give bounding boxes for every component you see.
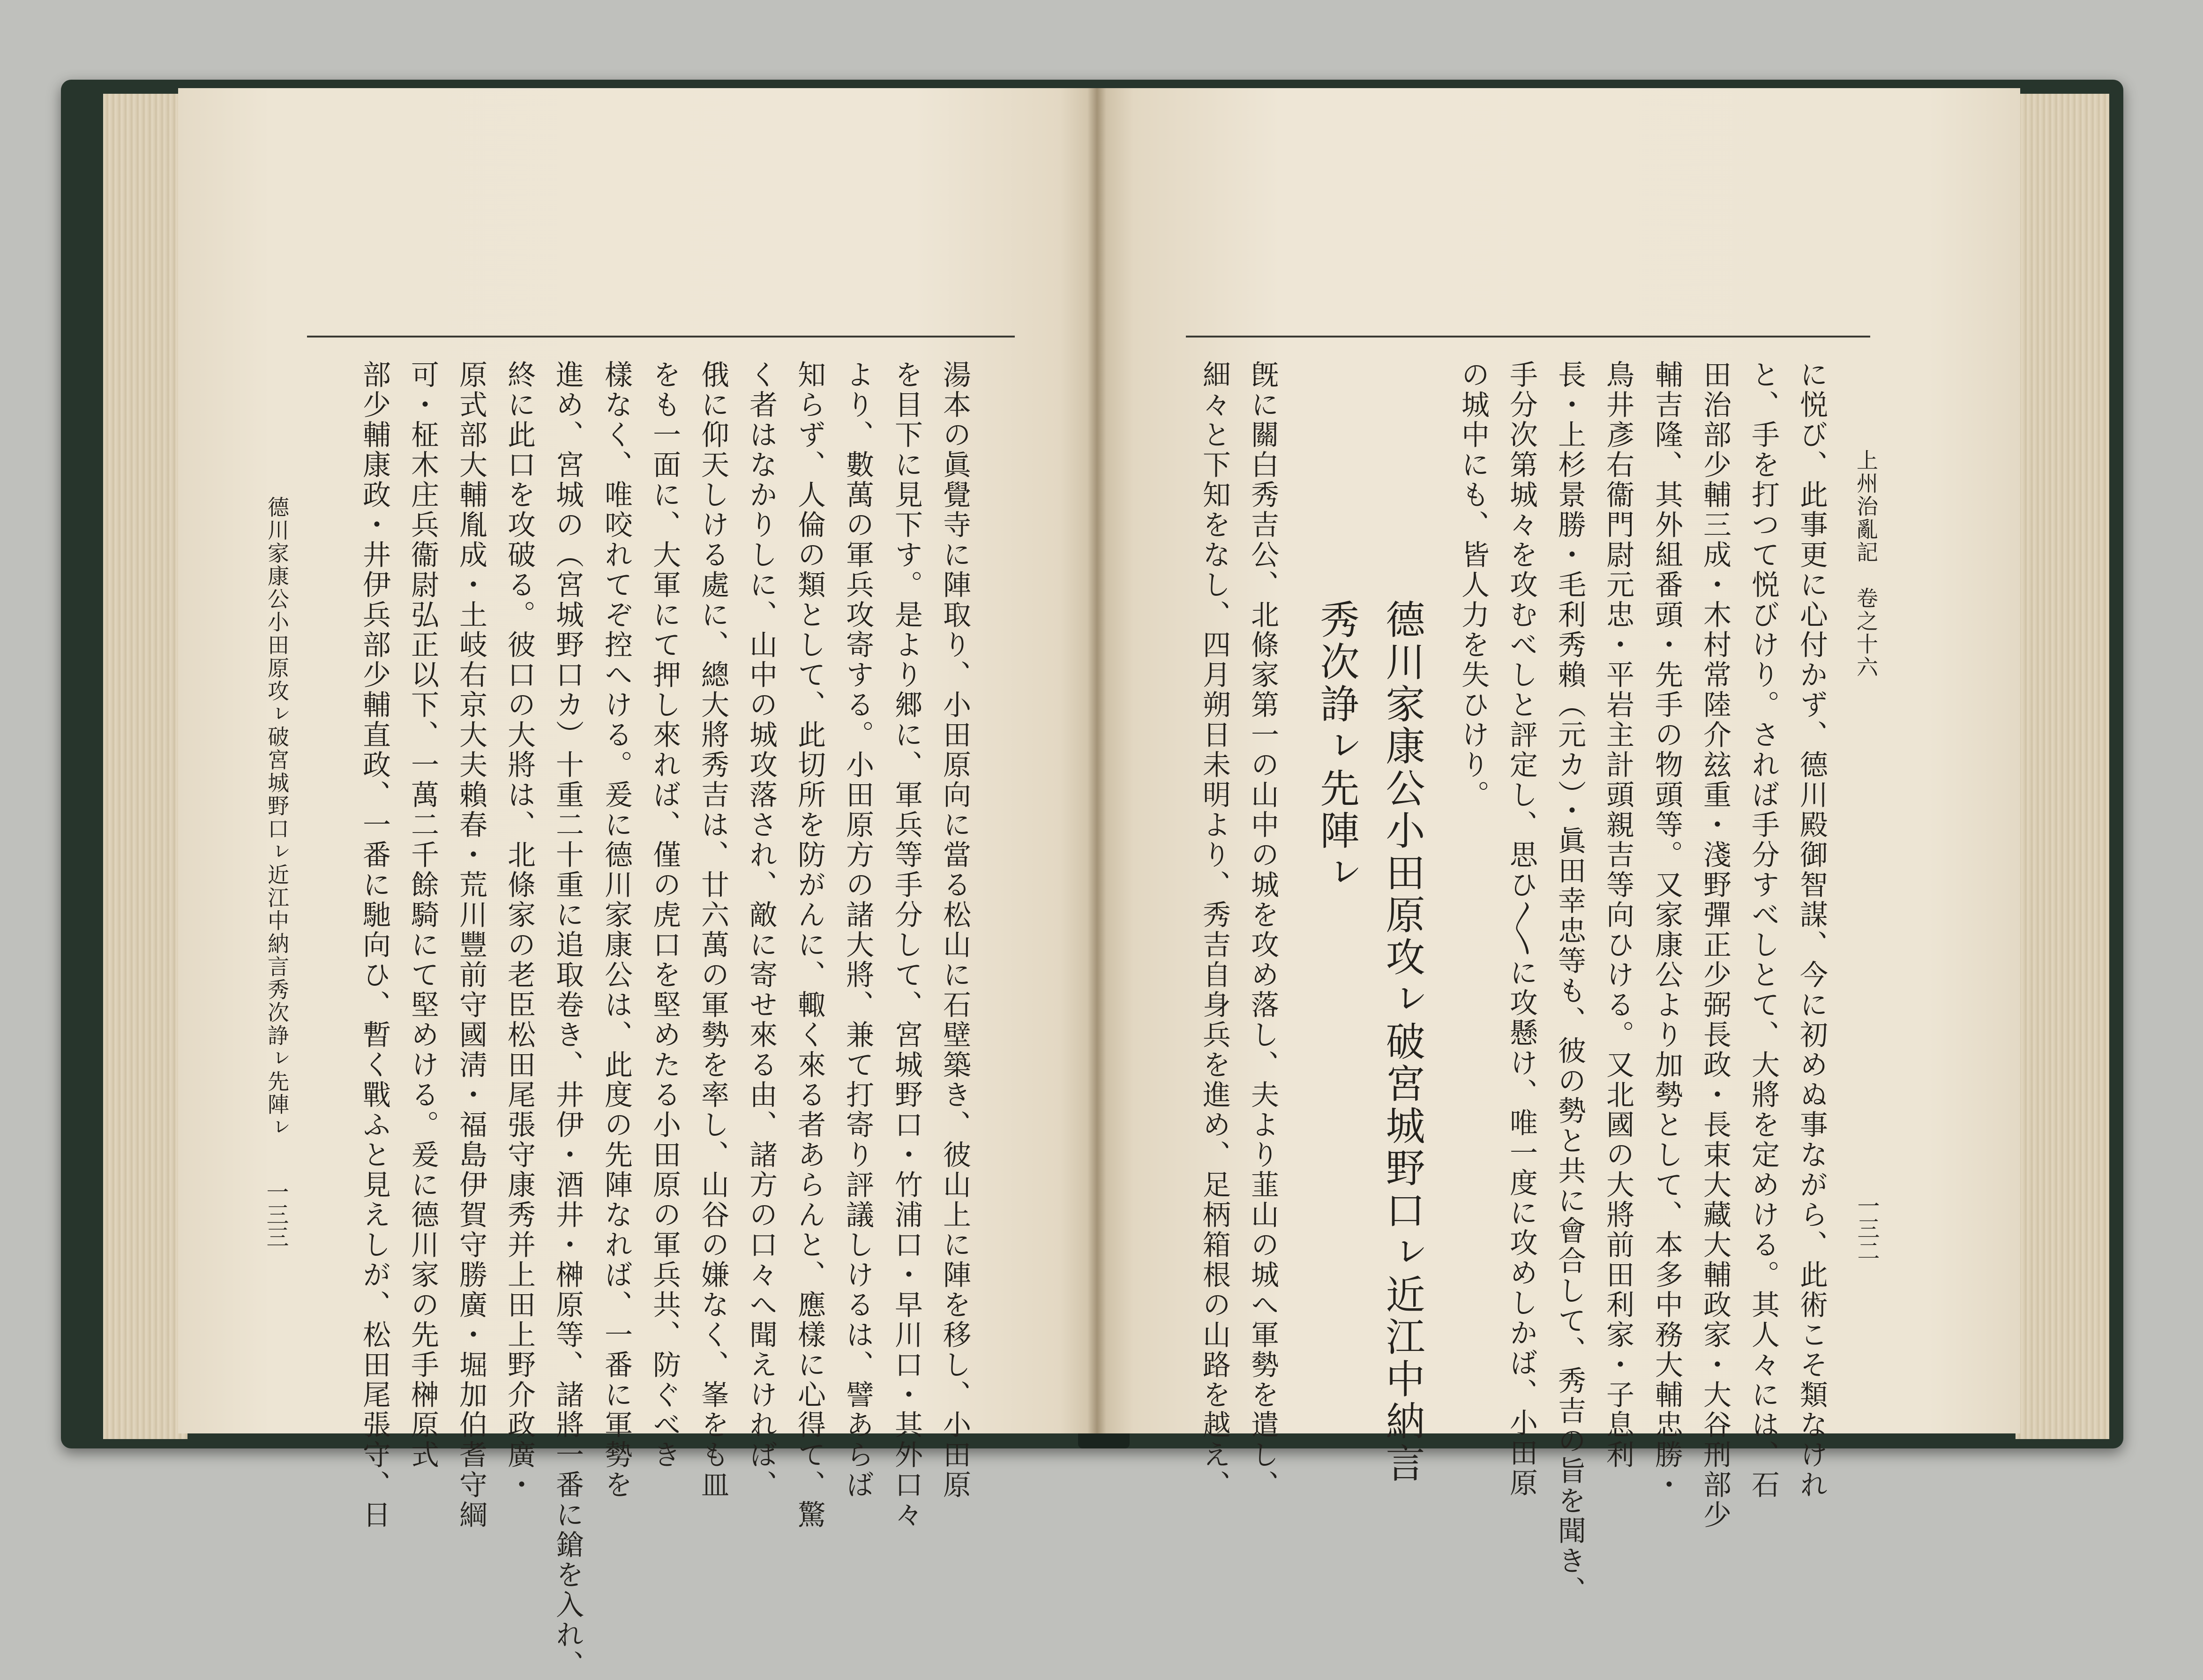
right-page: [1097, 88, 2020, 1606]
left-line-6: 俄に仰天しける處に、總大將秀吉は、廿六萬の軍勢を率し、山谷の嫌なく、峯をも皿: [697, 360, 729, 1500]
right-line-5: 鳥井彥右衞門尉元忠・平岩主計頭親吉等向ひける。又北國の大將前田利家・子息利: [1602, 360, 1634, 1470]
right-line-9: 旣に關白秀吉公、北條家第一の山中の城を攻め落し、夫より韮山の城へ軍勢を遣し、: [1246, 360, 1279, 1500]
running-header: 上州治亂記 卷之十六: [1853, 449, 1879, 679]
section-heading-line-1: 德川家康公小田原攻ㇾ破宮城野口ㇾ近江中納言: [1379, 599, 1425, 1485]
left-page: [178, 88, 1097, 1680]
left-line-10: 終に此口を攻破る。彼口の大將は、北條家の老臣松田尾張守康秀并上田上野介政廣・: [503, 360, 536, 1500]
left-page-number: 一三三: [262, 1180, 289, 1248]
left-line-12: 可・柾木庄兵衞尉弘正以下、一萬二千餘騎にて堅めける。爰に德川家の先手榊原式: [406, 360, 439, 1470]
section-heading-line-2: 秀次諍ㇾ先陣ㇾ: [1314, 599, 1360, 894]
right-line-4: 輔吉隆、其外組番頭・先手の物頭等。又家康公より加勢として、本多中務大輔忠勝・: [1650, 360, 1683, 1500]
right-line-10: 細々と下知をなし、四月朔日未明より、秀吉自身兵を進め、足柄箱根の山路を越え、: [1198, 360, 1231, 1500]
right-page-edges: [2016, 94, 2109, 1439]
left-line-9: 進め、宮城の（宮城野口カ）十重二十重に追取卷き、井伊・酒井・榊原等、諸將一番に鎗を入れ、: [551, 360, 584, 1680]
left-header-rule: [307, 336, 1015, 338]
right-page-number: 一三二: [1853, 1194, 1880, 1262]
right-line-6: 長・上杉景勝・毛利秀賴（元カ）・眞田幸忠等も、彼の勢と共に會合して、秀吉の旨を聞き、: [1553, 360, 1586, 1606]
left-line-8: 樣なく、唯咬れてぞ控へける。爰に德川家康公は、此度の先陣なれば、一番に軍勢を: [600, 360, 633, 1500]
left-line-3: より、數萬の軍兵攻寄する。小田原方の諸大將、兼て打寄り評議しけるは、譬あらば: [841, 360, 874, 1500]
right-header-rule: [1186, 336, 1870, 338]
right-line-1: に悦び、此事更に心付かず、德川殿御智謀、今に初めぬ事ながら、此術こそ類なけれ: [1795, 360, 1828, 1500]
right-line-3: 田治部少輔三成・木村常陸介玆重・淺野彈正少弼長政・長束大藏大輔政家・大谷刑部少: [1699, 360, 1731, 1530]
left-page-edges: [103, 94, 187, 1439]
right-line-2: と、手を打つて悦びけり。されば手分すべしとて、大將を定めける。其人々には、石: [1747, 360, 1780, 1500]
left-line-4: 知らず、人倫の類として、此切所を防がんに、輙く來る者あらんと、應樣に心得て、驚: [793, 360, 826, 1530]
right-line-7: 手分次第城々を攻むべしと評定し、思ひ〳〵に攻懸け、唯一度に攻めしかば、小田原: [1505, 360, 1538, 1498]
running-footer: 德川家康公小田原攻ㇾ破宮城野口ㇾ近江中納言秀次諍ㇾ先陣ㇾ: [264, 496, 290, 1139]
left-line-11: 原式部大輔胤成・土岐右京大夫賴春・荒川豐前守國淸・福島伊賀守勝廣・堀加伯耆守綱: [455, 360, 487, 1530]
left-line-13: 部少輔康政・井伊兵部少輔直政、一番に馳向ひ、暫く戰ふと見えしが、松田尾張守、日: [358, 360, 391, 1530]
left-line-1: 湯本の眞覺寺に陣取り、小田原向に當る松山に石壁築き、彼山上に陣を移し、小田原: [938, 360, 971, 1500]
left-line-2: を目下に見下す。是より郷に、軍兵等手分して、宮城野口・竹浦口・早川口・其外口々: [890, 360, 923, 1530]
book-gutter: [1087, 88, 1106, 1433]
left-line-7: をも一面に、大軍にて押し來れば、僅の虎口を堅めたる小田原の軍兵共、防ぐべき: [648, 360, 681, 1470]
right-line-8: の城中にも、皆人力を失ひけり。: [1457, 360, 1490, 810]
left-line-5: く者はなかりしに、山中の城攻落され、敵に寄せ來る由、諸方の口々へ聞えければ、: [745, 360, 778, 1500]
